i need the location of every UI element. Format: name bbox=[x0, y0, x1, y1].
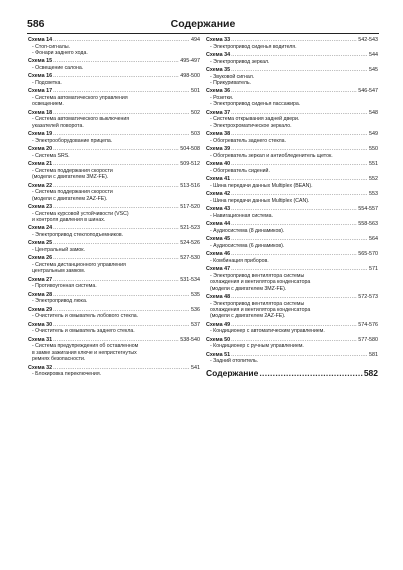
scheme-label: Схема 37 bbox=[206, 109, 231, 116]
dot-leader bbox=[53, 204, 179, 211]
page-reference: 551 bbox=[369, 161, 378, 168]
toc-entry[interactable] bbox=[28, 131, 200, 144]
scheme-label: Схема 39 bbox=[206, 146, 231, 153]
scheme-description: - Система поддержания скорости bbox=[32, 189, 113, 196]
page-reference: 536 bbox=[191, 306, 200, 313]
dot-leader bbox=[231, 146, 368, 153]
page-reference: 498-500 bbox=[180, 73, 200, 80]
scheme-description: ремнях безопасности. bbox=[32, 356, 86, 363]
toc-entry[interactable] bbox=[206, 337, 378, 350]
toc-entry-heading bbox=[206, 191, 378, 198]
page-reference: 546-547 bbox=[358, 88, 378, 95]
scheme-description: - Электропривод люка. bbox=[32, 298, 88, 305]
toc-entry[interactable] bbox=[206, 191, 378, 204]
dot-leader bbox=[259, 370, 362, 377]
scheme-description: - Шина передачи данных Multiplex (BEAN). bbox=[210, 182, 313, 189]
toc-entry[interactable] bbox=[28, 110, 200, 129]
dot-leader bbox=[53, 292, 190, 299]
dot-leader bbox=[231, 206, 357, 213]
scheme-label: Схема 16 bbox=[28, 73, 53, 80]
toc-entry-heading bbox=[206, 37, 378, 44]
scheme-label: Схема 34 bbox=[206, 52, 231, 58]
dot-leader bbox=[53, 37, 190, 44]
page-reference: 564 bbox=[369, 236, 378, 243]
scheme-label: Схема 14 bbox=[28, 37, 53, 43]
toc-entry-heading bbox=[28, 255, 200, 262]
page-reference: 538-540 bbox=[180, 336, 200, 343]
toc-entry[interactable] bbox=[28, 255, 200, 274]
dot-leader bbox=[53, 131, 190, 138]
toc-entry[interactable] bbox=[206, 176, 378, 189]
dot-leader bbox=[231, 67, 368, 74]
page-title: Содержание bbox=[170, 18, 236, 30]
scheme-description: - Блокировка переключения. bbox=[32, 371, 102, 378]
scheme-description: - Аудиосистема (8 динамиков). bbox=[210, 227, 285, 234]
toc-entry[interactable] bbox=[28, 307, 200, 320]
toc-entry-heading bbox=[206, 67, 378, 74]
scheme-label: Схема 22 bbox=[28, 182, 53, 189]
dot-leader bbox=[53, 110, 190, 117]
page-reference: 581 bbox=[369, 351, 378, 358]
toc-entry-heading bbox=[206, 52, 378, 59]
page-reference: 550 bbox=[369, 146, 378, 153]
toc-entry-heading bbox=[28, 277, 200, 284]
toc-entry[interactable] bbox=[206, 206, 378, 219]
page-reference: 537 bbox=[191, 321, 200, 328]
toc-entry-heading bbox=[206, 236, 378, 243]
dot-leader bbox=[231, 294, 357, 301]
scheme-description: - Розетки. bbox=[210, 95, 234, 101]
scheme-description: - Электропривод стеклоподъемников. bbox=[32, 232, 124, 239]
scheme-description: - Система открывания задней двери. bbox=[210, 116, 300, 123]
page-reference: 542-543 bbox=[358, 37, 378, 43]
scheme-label: Схема 18 bbox=[28, 109, 53, 116]
toc-entry-heading bbox=[28, 37, 200, 44]
scheme-description: - Фонари заднего хода. bbox=[32, 50, 88, 56]
toc-entry-heading bbox=[206, 266, 378, 273]
toc-entry-heading bbox=[28, 73, 200, 80]
toc-entry-heading bbox=[28, 161, 200, 168]
toc-entry[interactable] bbox=[206, 251, 378, 264]
scheme-label: Схема 28 bbox=[28, 291, 53, 298]
toc-entry[interactable] bbox=[28, 88, 200, 107]
toc-entry-heading bbox=[28, 307, 200, 314]
scheme-description: - Система курсовой устойчивости (VSC) bbox=[32, 210, 129, 217]
page-reference: 541 bbox=[191, 364, 200, 371]
scheme-label: Схема 19 bbox=[28, 131, 53, 138]
toc-entry[interactable] bbox=[28, 146, 200, 159]
scheme-description: - Аудиосистема (6 динамиков). bbox=[210, 242, 285, 249]
dot-leader bbox=[53, 365, 190, 372]
scheme-label: Схема 40 bbox=[206, 161, 231, 168]
scheme-description: (модели с двигателем 3MZ-FE). bbox=[32, 174, 109, 181]
toc-entry-heading bbox=[206, 131, 378, 138]
dot-leader bbox=[231, 131, 368, 138]
scheme-description: - Система предупреждения об оставленном bbox=[32, 343, 139, 350]
scheme-description: (модели с двигателем 2AZ-FE). bbox=[210, 313, 286, 320]
scheme-label: Схема 20 bbox=[28, 146, 53, 153]
toc-entry-heading bbox=[206, 88, 378, 95]
toc-left-column bbox=[28, 37, 200, 380]
scheme-description: (модели с двигателем 2AZ-FE). bbox=[32, 195, 108, 202]
scheme-description: - Система дистанционного управления bbox=[32, 262, 126, 269]
toc-entry[interactable] bbox=[206, 37, 378, 50]
scheme-label: Схема 45 bbox=[206, 236, 231, 243]
page-reference: 503 bbox=[191, 131, 200, 138]
toc-entry-heading bbox=[28, 225, 200, 232]
toc-entry-heading bbox=[206, 322, 378, 329]
dot-leader bbox=[53, 161, 179, 168]
toc-entry[interactable] bbox=[28, 183, 200, 202]
scheme-description: - Система автоматического управления bbox=[32, 95, 128, 101]
dot-leader bbox=[231, 161, 368, 168]
scheme-label: Схема 48 bbox=[206, 294, 231, 301]
dot-leader bbox=[53, 146, 179, 153]
toc-entry-heading bbox=[28, 58, 200, 65]
toc-entry[interactable] bbox=[206, 67, 378, 86]
scheme-description: - Система автоматического выключения bbox=[32, 116, 130, 123]
dot-leader bbox=[231, 221, 357, 228]
page-header bbox=[27, 18, 379, 32]
scheme-description: - Подсветка. bbox=[32, 80, 62, 86]
dot-leader bbox=[53, 88, 190, 95]
toc-entry[interactable] bbox=[28, 204, 200, 223]
toc-entry-heading bbox=[28, 292, 200, 299]
page-reference: 502 bbox=[191, 109, 200, 116]
dot-leader bbox=[53, 255, 179, 262]
toc-entry[interactable] bbox=[206, 110, 378, 129]
contents-total-label: Содержание bbox=[206, 367, 259, 378]
toc-entry-heading bbox=[206, 251, 378, 258]
scheme-label: Схема 38 bbox=[206, 131, 231, 138]
page-reference: 531-534 bbox=[180, 276, 200, 283]
toc-entry[interactable] bbox=[28, 225, 200, 238]
page-reference: 501 bbox=[191, 88, 200, 95]
scheme-description: - Комбинация приборов. bbox=[210, 257, 269, 264]
dot-leader bbox=[53, 337, 179, 344]
toc-entry[interactable] bbox=[28, 277, 200, 290]
toc-entry[interactable] bbox=[28, 292, 200, 305]
toc-entry[interactable] bbox=[28, 365, 200, 378]
toc-entry[interactable] bbox=[206, 131, 378, 144]
scheme-description: - Электропривод вентилятора системы bbox=[210, 300, 305, 307]
scheme-description: охлаждения и вентилятора конденсатора bbox=[210, 307, 311, 314]
scheme-description: (модели с двигателем 3MZ-FE). bbox=[210, 285, 287, 292]
page-reference: 553 bbox=[369, 191, 378, 198]
dot-leader bbox=[231, 52, 368, 59]
dot-leader bbox=[231, 322, 357, 329]
toc-entry-heading bbox=[28, 365, 200, 372]
scheme-description: - Кондиционер с автоматическим управлением. bbox=[210, 328, 325, 335]
page-reference: 509-512 bbox=[180, 161, 200, 168]
page-reference: 535 bbox=[191, 291, 200, 298]
toc-entry-heading bbox=[28, 110, 200, 117]
toc-entry[interactable] bbox=[28, 161, 200, 180]
scheme-description: указателей поворота. bbox=[32, 122, 84, 129]
dot-leader bbox=[53, 322, 190, 329]
scheme-description: - Стоп-сигналы. bbox=[32, 43, 70, 50]
toc-entry-heading bbox=[28, 131, 200, 138]
toc-entry[interactable] bbox=[206, 221, 378, 234]
dot-leader bbox=[231, 251, 357, 258]
toc-right-column bbox=[206, 37, 378, 378]
scheme-description: - Центральный замок. bbox=[32, 247, 85, 254]
toc-entry-heading bbox=[206, 176, 378, 183]
scheme-label: Схема 17 bbox=[28, 88, 53, 95]
scheme-description: - Обогреватель зеркал и антиобледенитель щеток. bbox=[210, 152, 333, 159]
scheme-description: - Шина передачи данных Multiplex (CAN). bbox=[210, 197, 310, 204]
scheme-label: Схема 46 bbox=[206, 251, 231, 258]
scheme-label: Схема 25 bbox=[28, 240, 53, 247]
scheme-label: Схема 50 bbox=[206, 336, 231, 343]
page-reference: 554-557 bbox=[358, 206, 378, 213]
scheme-description: центральным замком. bbox=[32, 268, 86, 275]
page-reference: 549 bbox=[369, 131, 378, 138]
dot-leader bbox=[53, 73, 179, 80]
toc-entry-heading bbox=[206, 146, 378, 153]
scheme-description: охлаждения и вентилятора конденсатора bbox=[210, 279, 311, 286]
scheme-label: Схема 32 bbox=[28, 364, 53, 371]
scheme-description: - Очиститель и омыватель заднего стекла. bbox=[32, 328, 135, 335]
page-reference: 548 bbox=[369, 109, 378, 116]
toc-entry[interactable] bbox=[28, 322, 200, 335]
toc-entry[interactable] bbox=[206, 146, 378, 159]
dot-leader bbox=[231, 37, 357, 44]
scheme-description: - Электрохроматическое зеркало. bbox=[210, 122, 292, 129]
scheme-label: Схема 41 bbox=[206, 176, 231, 183]
scheme-description: - Прикуриватель. bbox=[210, 80, 251, 86]
scheme-label: Схема 21 bbox=[28, 161, 53, 168]
scheme-label: Схема 42 bbox=[206, 191, 231, 198]
scheme-label: Схема 33 bbox=[206, 37, 231, 43]
dot-leader bbox=[53, 307, 190, 314]
toc-entry[interactable] bbox=[28, 37, 200, 56]
dot-leader bbox=[231, 337, 357, 344]
scheme-label: Схема 49 bbox=[206, 321, 231, 328]
dot-leader bbox=[53, 58, 179, 65]
page-reference: 571 bbox=[369, 266, 378, 273]
page-reference: 527-530 bbox=[180, 255, 200, 262]
scheme-description: - Электрооборудование прицепа. bbox=[32, 137, 113, 144]
toc-entry-heading bbox=[28, 322, 200, 329]
contents-total-page: 582 bbox=[363, 367, 378, 378]
toc-entry[interactable] bbox=[28, 240, 200, 253]
page-reference: 495-497 bbox=[180, 58, 200, 65]
toc-entry[interactable] bbox=[206, 52, 378, 65]
scheme-label: Схема 47 bbox=[206, 266, 231, 273]
scheme-description: - Кондиционер с ручным управлением. bbox=[210, 343, 304, 350]
scheme-description: в замке зажигания ключе и непристегнутых bbox=[32, 349, 137, 356]
dot-leader bbox=[231, 176, 368, 183]
page-reference: 552 bbox=[369, 176, 378, 183]
scheme-label: Схема 35 bbox=[206, 67, 231, 73]
scheme-label: Схема 44 bbox=[206, 221, 231, 228]
dot-leader bbox=[231, 266, 368, 273]
scheme-label: Схема 15 bbox=[28, 58, 53, 65]
toc-entry[interactable] bbox=[28, 73, 200, 86]
page-reference: 572-573 bbox=[358, 294, 378, 301]
dot-leader bbox=[231, 191, 368, 198]
toc-entry[interactable] bbox=[206, 161, 378, 174]
scheme-label: Схема 27 bbox=[28, 276, 53, 283]
scheme-label: Схема 30 bbox=[28, 321, 53, 328]
toc-entry[interactable] bbox=[206, 236, 378, 249]
dot-leader bbox=[231, 236, 368, 243]
toc-entry-heading bbox=[28, 146, 200, 153]
toc-entry-heading bbox=[28, 204, 200, 211]
page-reference: 517-520 bbox=[180, 204, 200, 211]
scheme-description: освещением. bbox=[32, 101, 64, 108]
page-reference: 521-523 bbox=[180, 225, 200, 232]
page-reference: 574-576 bbox=[358, 321, 378, 328]
scheme-description: - Система поддержания скорости bbox=[32, 167, 113, 174]
toc-entry-heading bbox=[206, 161, 378, 168]
toc-entry[interactable] bbox=[206, 352, 378, 365]
page-reference: 494 bbox=[191, 37, 200, 43]
scheme-description: - Звуковой сигнал. bbox=[210, 73, 255, 80]
contents-total-line[interactable] bbox=[206, 368, 378, 378]
scheme-description: - Обогреватель заднего стекла. bbox=[210, 137, 287, 144]
scheme-label: Схема 51 bbox=[206, 351, 231, 358]
scheme-label: Схема 31 bbox=[28, 336, 53, 343]
scheme-description: - Очиститель и омыватель лобового стекла. bbox=[32, 313, 139, 320]
toc-entry[interactable] bbox=[206, 88, 378, 107]
scheme-description: - Электропривод вентилятора системы bbox=[210, 272, 305, 279]
page-reference: 524-526 bbox=[180, 240, 200, 247]
scheme-description: - Электропривод зеркал. bbox=[210, 58, 270, 65]
toc-entry[interactable] bbox=[206, 266, 378, 292]
scheme-description: - Электропривод сиденья водителя. bbox=[210, 43, 297, 50]
toc-entry[interactable] bbox=[28, 337, 200, 363]
page-reference: 504-508 bbox=[180, 146, 200, 153]
scheme-label: Схема 24 bbox=[28, 225, 53, 232]
page-number: 586 bbox=[27, 18, 45, 30]
toc-entry-heading bbox=[28, 183, 200, 190]
dot-leader bbox=[53, 225, 179, 232]
scheme-label: Схема 26 bbox=[28, 255, 53, 262]
scheme-description: - Система SRS. bbox=[32, 152, 70, 159]
toc-entry-heading bbox=[206, 294, 378, 301]
toc-entry-heading bbox=[206, 337, 378, 344]
scheme-description: - Освещение салона. bbox=[32, 65, 84, 71]
header-divider bbox=[27, 33, 379, 34]
dot-leader bbox=[231, 88, 357, 95]
dot-leader bbox=[53, 277, 179, 284]
page-reference: 577-580 bbox=[358, 336, 378, 343]
scheme-label: Схема 43 bbox=[206, 206, 231, 213]
scheme-label: Схема 23 bbox=[28, 204, 53, 211]
scheme-description: и контроля давления в шинах. bbox=[32, 217, 106, 224]
toc-entry[interactable] bbox=[28, 58, 200, 71]
page-reference: 558-563 bbox=[358, 221, 378, 228]
page-reference: 565-570 bbox=[358, 251, 378, 258]
scheme-description: - Задний отопитель. bbox=[210, 358, 259, 365]
page-reference: 544 bbox=[369, 52, 378, 58]
page-reference: 513-516 bbox=[180, 182, 200, 189]
scheme-description: - Обогреватель сидений. bbox=[210, 167, 270, 174]
scheme-label: Схема 36 bbox=[206, 88, 231, 95]
toc-entry[interactable] bbox=[206, 294, 378, 320]
toc-entry-heading bbox=[206, 221, 378, 228]
scheme-description: - Противоугонная система. bbox=[32, 283, 97, 290]
scheme-description: - Навигационная система. bbox=[210, 212, 273, 219]
page-reference: 545 bbox=[369, 67, 378, 73]
scheme-label: Схема 29 bbox=[28, 306, 53, 313]
toc-entry[interactable] bbox=[206, 322, 378, 335]
toc-entry-heading bbox=[28, 88, 200, 95]
dot-leader bbox=[53, 183, 179, 190]
scheme-description: - Электропривод сиденья пассажира. bbox=[210, 101, 301, 108]
toc-entry-heading bbox=[206, 206, 378, 213]
toc-entry-heading bbox=[28, 337, 200, 344]
